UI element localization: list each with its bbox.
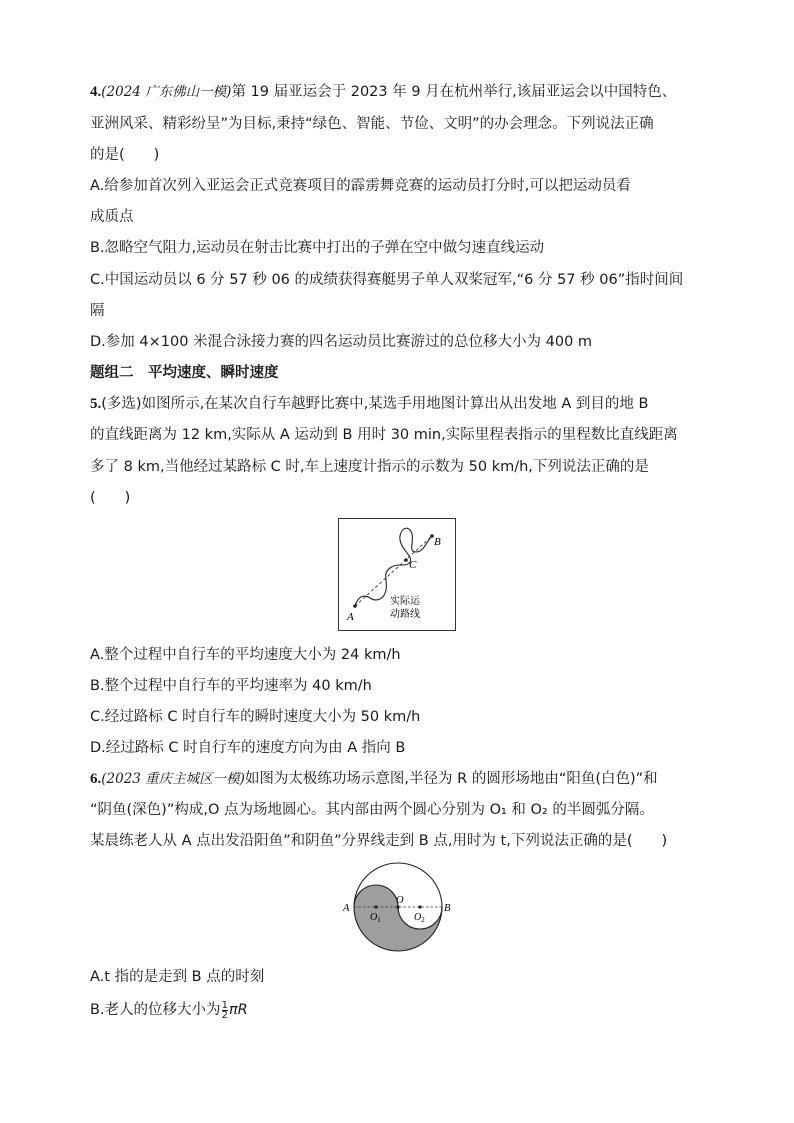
- q5-route-figure: [338, 518, 456, 635]
- q4-line-1: [90, 82, 714, 102]
- q6-line-1: [90, 769, 714, 789]
- q4-option-b: B.忽略空气阻力,运动员在射击比赛中打出的子弹在空中做匀速直线运动: [90, 240, 545, 256]
- q4-option-d: D.参加 4×100 米混合泳接力赛的四名运动员比赛游过的总位移大小为 400 m: [90, 334, 593, 350]
- q6-number: 6.: [90, 771, 102, 787]
- q4-option-a-1: A.给参加首次列入亚运会正式竞赛项目的霹雳舞竞赛的运动员打分时,可以把运动员看: [90, 178, 631, 194]
- fraction-denominator: 2: [221, 1009, 228, 1021]
- point-c-dot: [404, 558, 408, 562]
- taiji-diagram: [340, 862, 456, 954]
- q4-option-c-1: C.中国运动员以 6 分 57 秒 06 的成绩获得赛艇男子单人双桨冠军,“6 分 57 秒 06”指时间间: [90, 272, 684, 288]
- q5-number: 5.: [90, 396, 102, 412]
- q6-option-a: A.t 指的是走到 B 点的时刻: [90, 969, 265, 985]
- q6-text-1: 如图为太极练功场示意图,半径为 R 的圆形场地由“阳鱼(白色)”和: [244, 771, 658, 787]
- q4-line-2: 亚洲风采、精彩纷呈”为目标,秉持“绿色、智能、节俭、文明”的办会理念。下列说法正确: [90, 116, 654, 132]
- q5-line-3: 多了 8 km,当他经过某路标 C 时,车上速度计指示的示数为 50 km/h,下列说法正确的是: [90, 459, 649, 475]
- q6-line-3: 某晨练老人从 A 点出发沿阳鱼”和阴鱼”分界线走到 B 点,用时为 t,下列说法正确的是( ): [90, 833, 668, 849]
- q4-source: (2024 广东佛山一模): [101, 84, 232, 100]
- q5-tag: (多选): [101, 396, 142, 412]
- q4-text-1: 第 19 届亚运会于 2023 年 9 月在杭州举行,该届亚运会以中国特色、: [231, 84, 677, 100]
- fraction-one-half: [222, 1001, 228, 1020]
- label-o2: $O_2$: [414, 912, 425, 924]
- q6-source: (2023 重庆主城区一模): [101, 771, 245, 787]
- label-b: B: [444, 903, 451, 914]
- q5-option-c: C.经过路标 C 时自行车的瞬时速度大小为 50 km/h: [90, 709, 421, 725]
- q6-line-2: “阴鱼(深色)”构成,O 点为场地圆心。其内部由两个圆心分别为 O₁ 和 O₂ 的半圆弧分隔。: [90, 802, 654, 818]
- q5-option-d: D.经过路标 C 时自行车的速度方向为由 A 指向 B: [90, 740, 406, 756]
- label-o: O: [396, 895, 404, 906]
- route-caption-2: 动路线: [390, 609, 420, 620]
- section-heading: 题组二 平均速度、瞬时速度: [90, 365, 279, 381]
- label-b: B: [434, 536, 441, 548]
- q6-option-b-suffix: πR: [228, 1002, 248, 1018]
- q6-option-b: [90, 1000, 714, 1020]
- point-o2-dot: [418, 905, 421, 908]
- label-o1: $O_1$: [370, 912, 381, 924]
- q5-text-1: 如图所示,在某次自行车越野比赛中,某选手用地图计算出从出发地 A 到目的地 B: [141, 396, 649, 412]
- q5-line-4: ( ): [90, 490, 131, 506]
- label-a: A: [343, 903, 350, 914]
- route-diagram: [338, 518, 456, 631]
- label-c: C: [409, 559, 417, 571]
- q4-option-c-2: 隔: [90, 303, 105, 319]
- label-a: A: [347, 611, 354, 623]
- q4-option-a-2: 成质点: [90, 209, 134, 225]
- q5-option-b: B.整个过程中自行车的平均速率为 40 km/h: [90, 678, 372, 694]
- q6-option-b-prefix: B.老人的位移大小为: [90, 1002, 221, 1018]
- q4-line-3: 的是( ): [90, 147, 160, 163]
- q4-number: 4.: [90, 84, 102, 100]
- point-o1-dot: [374, 905, 377, 908]
- q5-option-a: A.整个过程中自行车的平均速度大小为 24 km/h: [90, 647, 401, 663]
- route-caption-1: 实际运: [390, 596, 420, 607]
- point-a-dot: [353, 604, 357, 608]
- q5-line-2: 的直线距离为 12 km,实际从 A 运动到 B 用时 30 min,实际里程表指示的里程数比直线距离: [90, 427, 678, 443]
- q6-taiji-figure: [340, 862, 456, 958]
- q5-line-1: [90, 394, 714, 414]
- fraction-numerator: 1: [221, 999, 228, 1011]
